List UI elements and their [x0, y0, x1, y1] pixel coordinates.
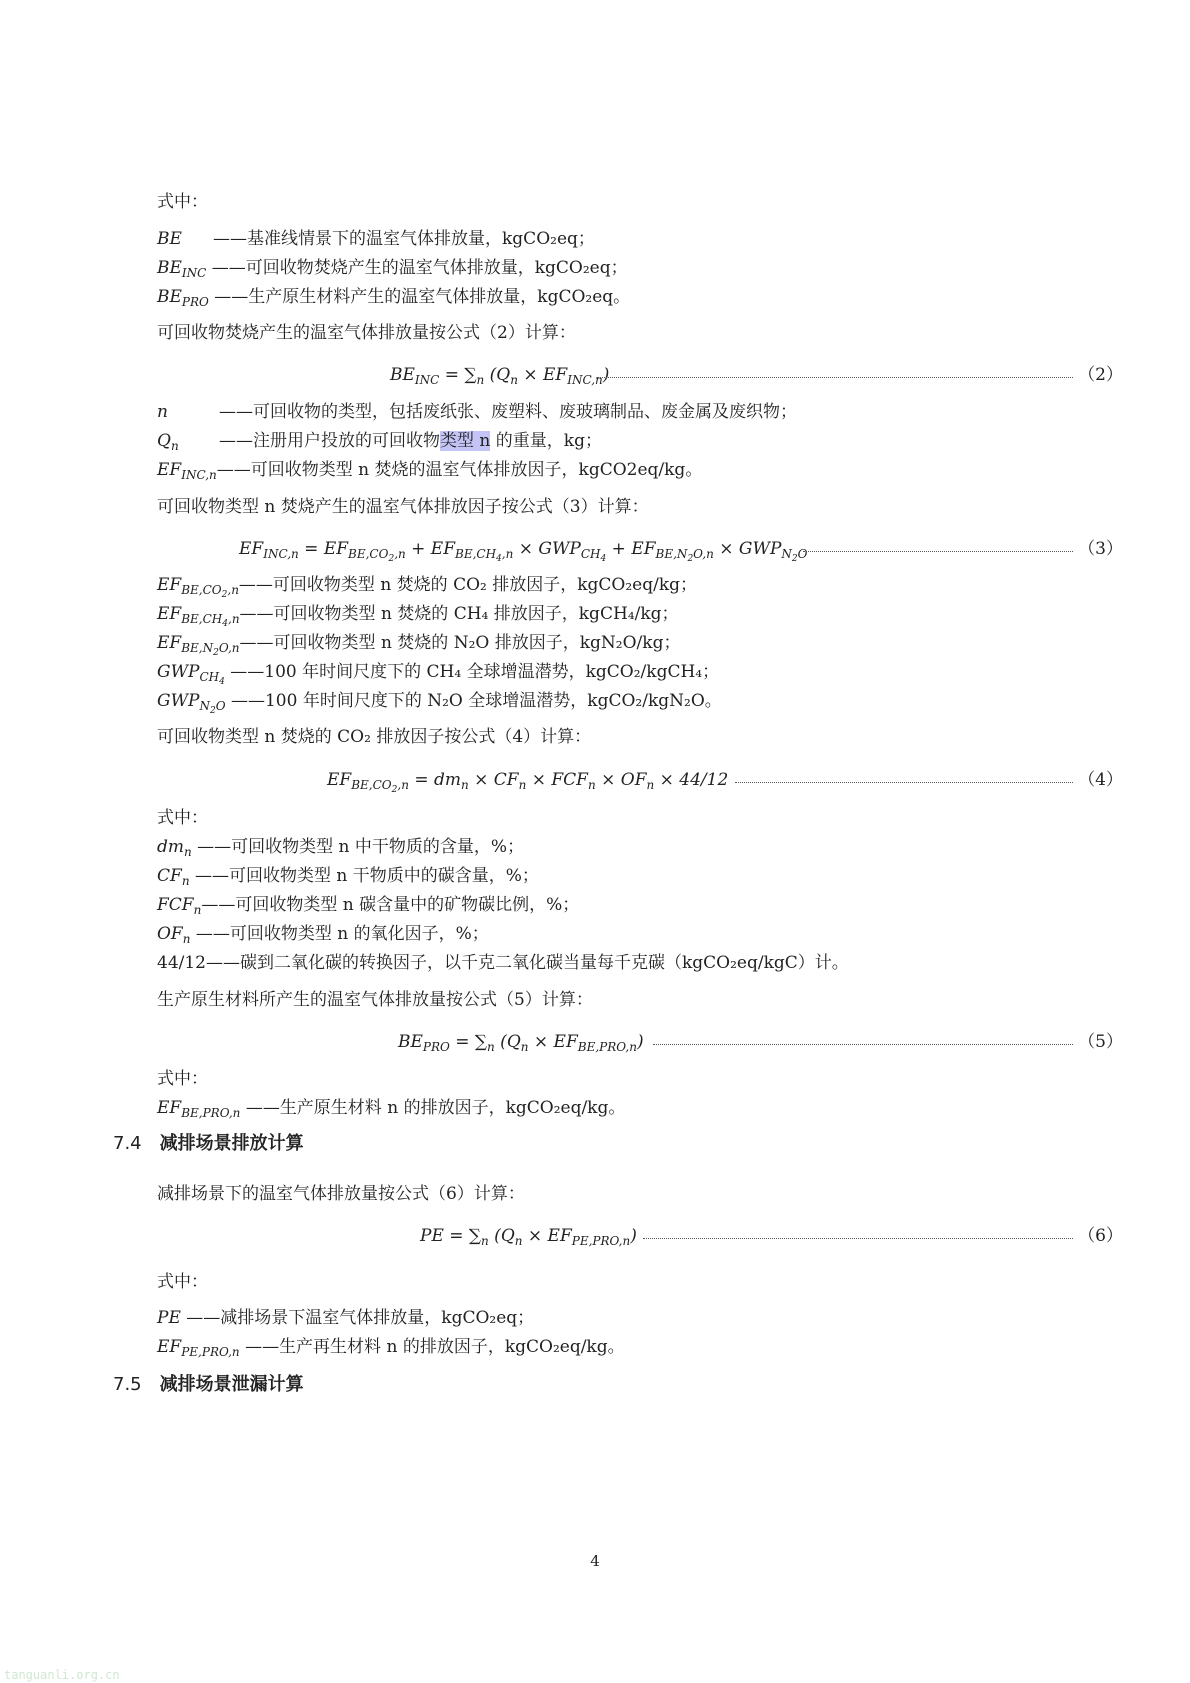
para-eq5: 生产原生材料所产生的温室气体排放量按公式（5）计算：	[157, 990, 593, 1010]
page-number: 4	[590, 1552, 600, 1570]
def-be-inc: $BE_{INC}$ ——可回收物焚烧产生的温室气体排放量，kgCO₂eq；	[157, 258, 628, 280]
def-qn: $Q_n$ ——注册用户投放的可回收物类型 n 的重量，kg；	[157, 431, 602, 453]
def-pe: PE ——减排场景下温室气体排放量，kgCO₂eq；	[157, 1308, 535, 1328]
equation-5-number: （5）	[1078, 1032, 1123, 1052]
equation-6-formula: PE = $\sum_n$ $(Q_n \times EF_{PE,PRO,n})$	[420, 1226, 637, 1248]
equation-3	[157, 536, 1123, 562]
def-be-pro: $BE_{PRO}$ ——生产原生材料产生的温室气体排放量，kgCO₂eq。	[157, 287, 631, 309]
watermark: tanguanli.org.cn	[4, 1668, 120, 1682]
def-dm: $dm_n$ ——可回收物类型 n 中干物质的含量，%；	[157, 837, 525, 859]
section-heading-7-5: 7.5 减排场景泄漏计算	[113, 1374, 304, 1395]
equation-6	[157, 1223, 1123, 1249]
equation-3-number: （3）	[1078, 539, 1123, 559]
equation-6-number: （6）	[1078, 1226, 1123, 1246]
para-eq3: 可回收物类型 n 焚烧产生的温室气体排放因子按公式（3）计算：	[157, 497, 649, 517]
def-ef-ch4: $EF_{BE,CH_4,n}——$可回收物类型 n 焚烧的 CH₄ 排放因子，kgCH₄/kg；	[157, 604, 679, 629]
equation-2	[157, 362, 1123, 388]
def-ef-pe-pro: $EF_{PE,PRO,n}$ ——生产再生材料 n 的排放因子，kgCO₂eq/kg。	[157, 1337, 625, 1359]
intro-label-4: 式中：	[157, 1272, 208, 1292]
section-heading-7-4: 7.4 减排场景排放计算	[113, 1133, 304, 1154]
intro-label: 式中：	[157, 192, 208, 212]
para-eq6: 减排场景下的温室气体排放量按公式（6）计算：	[157, 1184, 525, 1204]
intro-label-2: 式中：	[157, 808, 208, 828]
para-eq4: 可回收物类型 n 焚烧的 CO₂ 排放因子按公式（4）计算：	[157, 727, 592, 747]
def-be: BE ——基准线情景下的温室气体排放量，kgCO₂eq；	[157, 229, 595, 249]
def-fcf: $FCF_n——$可回收物类型 n 碳含量中的矿物碳比例，%；	[157, 895, 580, 917]
def-gwp-n2o: $GWP_{N_2O}$ ——100 年时间尺度下的 N₂O 全球增温潜势，kgCO₂/kgN₂O。	[157, 691, 722, 716]
intro-label-3: 式中：	[157, 1069, 208, 1089]
equation-4-formula: $EF_{BE,CO_2,n} = dm_n \times CF_n \times FCF_n \times OF_n \times 44/12$	[327, 770, 729, 795]
def-44-12: 44/12——碳到二氧化碳的转换因子，以千克二氧化碳当量每千克碳（kgCO₂eq/kgC）计。	[157, 953, 849, 973]
def-gwp-ch4: $GWP_{CH_4}$ ——100 年时间尺度下的 CH₄ 全球增温潜势，kgCO₂/kgCH₄；	[157, 662, 720, 687]
def-ef-inc: $EF_{INC,n}——$可回收物类型 n 焚烧的温室气体排放因子，kgCO2eq/kg。	[157, 460, 703, 482]
def-ef-be-pro: $EF_{BE,PRO,n}$ ——生产原生材料 n 的排放因子，kgCO₂eq/kg。	[157, 1098, 626, 1120]
equation-2-number: （2）	[1078, 365, 1123, 385]
equation-4-number: （4）	[1078, 770, 1123, 790]
def-ef-co2: $EF_{BE,CO_2,n}——$可回收物类型 n 焚烧的 CO₂ 排放因子，kgCO₂eq/kg；	[157, 575, 698, 600]
def-cf: $CF_n$ ——可回收物类型 n 干物质中的碳含量，%；	[157, 866, 539, 888]
equation-5-formula: $BE_{PRO} = \sum_n$ $(Q_n \times EF_{BE,PRO,n})$	[398, 1032, 644, 1054]
equation-3-formula: $EF_{INC,n} = EF_{BE,CO_2,n} + EF_{BE,CH_4,n} \times GWP_{CH_4} + EF_{BE,N_2O,n} \times GWP_{N_2O}$	[239, 539, 808, 564]
text-selection-highlight[interactable]: 类型 n	[440, 431, 491, 451]
equation-2-formula: $BE_{INC} = \sum_n$ $(Q_n \times EF_{INC,n})$	[390, 365, 610, 387]
def-of: $OF_n$ ——可回收物类型 n 的氧化因子，%；	[157, 924, 489, 946]
def-n: n ——可回收物的类型，包括废纸张、废塑料、废玻璃制品、废金属及废织物；	[157, 402, 797, 422]
para-eq2: 可回收物焚烧产生的温室气体排放量按公式（2）计算：	[157, 323, 576, 343]
def-ef-n2o: $EF_{BE,N_2O,n}——$可回收物类型 n 焚烧的 N₂O 排放因子，kgN₂O/kg；	[157, 633, 681, 658]
equation-5	[157, 1029, 1123, 1055]
equation-4	[157, 767, 1123, 793]
